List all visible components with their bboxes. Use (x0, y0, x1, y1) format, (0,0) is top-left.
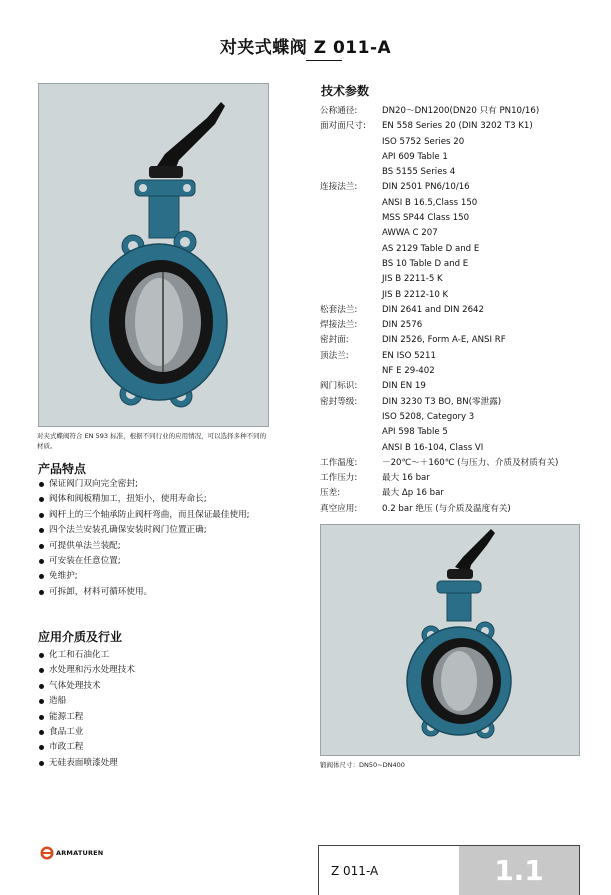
spec-value: API 598 Table 5 (382, 427, 448, 438)
spec-label (320, 165, 382, 180)
page-title: 对夹式蝶阀 Z 011-A (219, 38, 392, 58)
spec-label: 密封等级: (320, 396, 358, 407)
spec-value: BS 10 Table D and E (382, 258, 469, 269)
spec-row (320, 441, 605, 456)
spec-row (320, 272, 605, 287)
spec-label (320, 196, 382, 211)
spec-label: 真空应用: (320, 503, 358, 514)
ebro-logo-icon (40, 846, 54, 860)
feature-item: 免维护; (38, 569, 270, 584)
spec-row (320, 257, 605, 272)
spec-label (320, 257, 382, 272)
spec-row (320, 502, 605, 517)
application-item: 无硅表面喷漆处理 (38, 756, 270, 771)
spec-row (320, 150, 605, 165)
application-item: 气体处理技术 (38, 679, 270, 694)
spec-value: MSS SP44 Class 150 (382, 213, 470, 224)
spec-label (320, 226, 382, 241)
brand-logo (40, 846, 103, 860)
spec-row (320, 135, 605, 150)
spec-label (320, 441, 382, 456)
spec-row (320, 119, 605, 134)
spec-value: －20℃～＋160℃ (与压力、介质及材质有关) (382, 457, 559, 468)
spec-row (320, 318, 605, 333)
spec-row (320, 364, 605, 379)
spec-row (320, 456, 605, 471)
spec-value: 0.2 bar 绝压 (与介质及温度有关) (382, 503, 511, 514)
photo-caption-main: 对夹式蝶阀符合 EN 593 标准，根据不同行业的应用情况，可以选择多种不同的材质。 (37, 432, 267, 450)
spec-value: JIS B 2212-10 K (382, 289, 449, 300)
spec-label: 阀门标识: (320, 381, 358, 392)
title-underline (306, 60, 342, 61)
feature-item: 可拆卸，材料可循环使用。 (38, 585, 270, 600)
spec-label: 压差: (320, 488, 341, 499)
application-item: 市政工程 (38, 740, 270, 755)
application-item: 食品工业 (38, 725, 270, 740)
spec-value: AS 2129 Table D and E (382, 243, 480, 254)
spec-row (320, 211, 605, 226)
spec-label: 焊接法兰: (320, 320, 358, 331)
spec-value: DIN EN 19 (382, 381, 426, 392)
spec-row (320, 104, 605, 119)
spec-value: 最大 16 bar (382, 473, 430, 484)
product-code: Z 011-A (331, 864, 379, 878)
application-item: 水处理和污水处理技术 (38, 663, 270, 678)
spec-label (320, 150, 382, 165)
spec-value: DIN 2501 PN6/10/16 (382, 182, 470, 193)
applications-list (38, 648, 270, 771)
feature-item: 阀体和阀板精加工，扭矩小，使用寿命长; (38, 492, 270, 507)
spec-row (320, 226, 605, 241)
spec-label: 公称通径: (320, 106, 358, 116)
spec-value: EN ISO 5211 (382, 350, 436, 361)
spec-value: DIN 2641 and DIN 2642 (382, 304, 484, 315)
spec-value: EN 558 Series 20 (DIN 3202 T3 K1) (382, 121, 533, 132)
butterfly-valve-illustration-2 (321, 525, 579, 755)
spec-row (320, 288, 605, 303)
spec-value: DIN 2576 (382, 320, 423, 331)
spec-label (320, 425, 382, 440)
spec-value: JIS B 2211-5 K (382, 274, 443, 285)
spec-value: API 609 Table 1 (382, 151, 448, 162)
spec-label (320, 364, 382, 379)
specs-heading: 技术参数 (321, 84, 370, 98)
feature-item: 四个法兰安装孔确保安装时阀门位置正确; (38, 523, 270, 538)
applications-heading: 应用介质及行业 (38, 630, 123, 644)
spec-row (320, 333, 605, 348)
feature-item: 可安装在任意位置; (38, 554, 270, 569)
footer-box (318, 845, 580, 895)
spec-label (320, 288, 382, 303)
spec-value: AWWA C 207 (382, 228, 438, 239)
features-list (38, 477, 270, 600)
spec-label: 顶法兰: (320, 350, 349, 361)
spec-label: 密封面: (320, 335, 349, 346)
application-item: 化工和石油化工 (38, 648, 270, 663)
spec-row (320, 379, 605, 394)
spec-value: ISO 5208, Category 3 (382, 411, 475, 422)
spec-value: NF E 29-402 (382, 366, 435, 377)
feature-item: 可提供单法兰装配; (38, 539, 270, 554)
spec-row (320, 410, 605, 425)
spec-value: DIN 2526, Form A-E, ANSI RF (382, 335, 506, 346)
spec-row (320, 165, 605, 180)
spec-value: ANSI B 16-104, Class VI (382, 442, 484, 453)
spec-label (320, 135, 382, 150)
specs-table (320, 104, 605, 517)
spec-row (320, 180, 605, 195)
spec-label: 面对面尺寸: (320, 121, 366, 132)
spec-label: 松套法兰: (320, 304, 358, 315)
spec-row (320, 486, 605, 501)
spec-row (320, 471, 605, 486)
application-item: 能源工程 (38, 710, 270, 725)
spec-value: ISO 5752 Series 20 (382, 136, 465, 147)
spec-row (320, 349, 605, 364)
spec-row (320, 425, 605, 440)
valve-photo-large (38, 83, 269, 427)
spec-row (320, 242, 605, 257)
spec-label (320, 242, 382, 257)
butterfly-valve-illustration (39, 84, 268, 426)
feature-item: 保证阀门双向完全密封; (38, 477, 270, 492)
spec-label: 连接法兰: (320, 182, 358, 193)
spec-label (320, 272, 382, 287)
spec-label (320, 211, 382, 226)
spec-value: BS 5155 Series 4 (382, 167, 456, 178)
spec-value: DIN 3230 T3 BO, BN(零泄露) (382, 396, 502, 407)
spec-value: ANSI B 16.5,Class 150 (382, 197, 478, 208)
spec-label: 工作压力: (320, 473, 358, 484)
spec-label: 工作温度: (320, 457, 358, 468)
application-item: 造船 (38, 694, 270, 709)
spec-row (320, 395, 605, 410)
spec-row (320, 303, 605, 318)
feature-item: 阀杆上的三个轴承防止阀杆弯曲，而且保证最佳使用; (38, 508, 270, 523)
brand-name: ARMATUREN (56, 849, 104, 857)
spec-value: DN20～DN1200(DN20 只有 PN10/16) (382, 106, 540, 116)
page-number: 1.1 (459, 846, 579, 895)
spec-label (320, 410, 382, 425)
spec-value: 最大 Δp 16 bar (382, 488, 444, 499)
spec-row (320, 196, 605, 211)
features-heading: 产品特点 (38, 462, 87, 476)
valve-photo-small (320, 524, 580, 756)
photo-caption-secondary: 锻阀体尺寸：DN50~DN400 (320, 761, 405, 769)
